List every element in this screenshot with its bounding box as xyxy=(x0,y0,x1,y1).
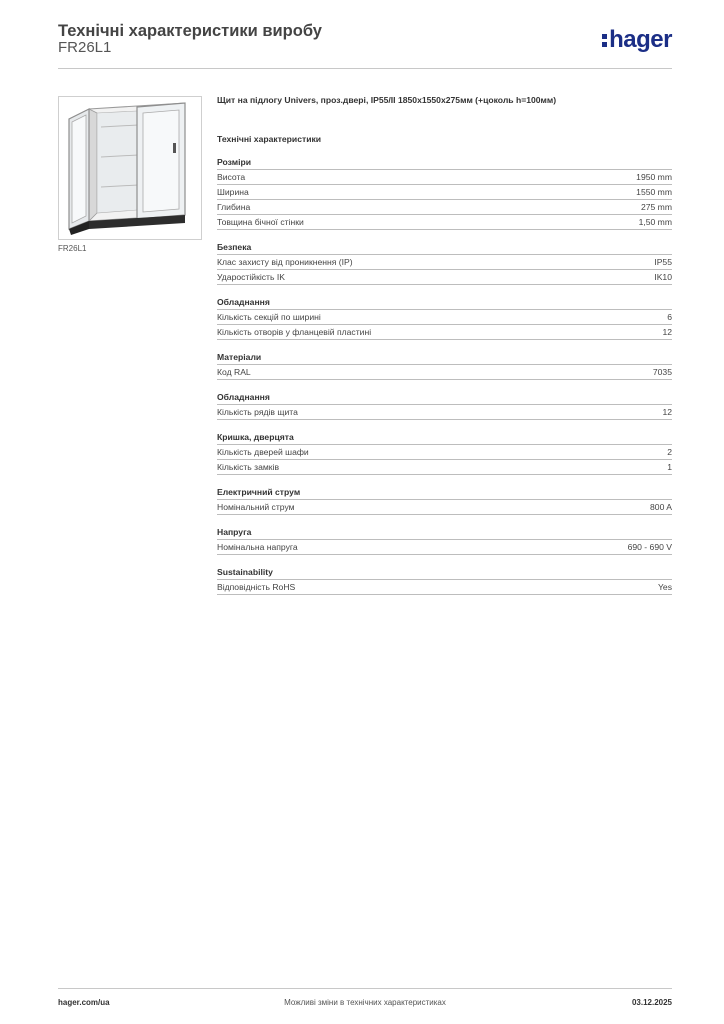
spec-value: IK10 xyxy=(654,272,672,282)
spec-section xyxy=(217,430,672,475)
spec-label: Глибина xyxy=(217,202,251,212)
tech-specs-heading: Технічні характеристики xyxy=(217,134,322,144)
section-title: Розміри xyxy=(217,155,672,170)
spec-row xyxy=(217,460,672,475)
section-title: Напруга xyxy=(217,525,672,540)
spec-row xyxy=(217,445,672,460)
footer-notice: Можливі зміни в технічних характеристиках xyxy=(284,998,446,1007)
cabinet-icon xyxy=(59,97,201,239)
spec-row xyxy=(217,270,672,285)
spec-row xyxy=(217,255,672,270)
document-title: Технічні характеристики виробу xyxy=(58,22,322,40)
spec-value: 7035 xyxy=(652,367,672,377)
spec-section xyxy=(217,155,672,230)
spec-value: Yes xyxy=(657,582,672,592)
section-title: Електричний струм xyxy=(217,485,672,500)
spec-row xyxy=(217,310,672,325)
spec-row xyxy=(217,540,672,555)
spec-row xyxy=(217,325,672,340)
spec-value: 1,50 mm xyxy=(638,217,672,227)
spec-section xyxy=(217,350,672,380)
spec-sections xyxy=(217,155,672,595)
logo-colon-icon xyxy=(602,34,607,50)
spec-row xyxy=(217,170,672,185)
section-title: Безпека xyxy=(217,240,672,255)
section-title: Обладнання xyxy=(217,295,672,310)
spec-label: Номінальний струм xyxy=(217,502,295,512)
spec-row xyxy=(217,200,672,215)
spec-row xyxy=(217,580,672,595)
spec-section xyxy=(217,485,672,515)
spec-label: Кількість замків xyxy=(217,462,280,472)
spec-value: 1550 mm xyxy=(636,187,672,197)
spec-value: 1 xyxy=(667,462,672,472)
footer-date: 03.12.2025 xyxy=(631,998,672,1007)
spec-value: 800 A xyxy=(650,502,672,512)
spec-label: Товщина бічної стінки xyxy=(217,217,304,227)
spec-section xyxy=(217,565,672,595)
spec-label: Кількість отворів у фланцевій пластині xyxy=(217,327,372,337)
spec-content xyxy=(217,92,672,605)
product-code: FR26L1 xyxy=(58,39,112,56)
spec-value: 12 xyxy=(662,327,672,337)
spec-value: 275 mm xyxy=(640,202,672,212)
spec-label: Відповідність RoHS xyxy=(217,582,296,592)
spec-value: IP55 xyxy=(654,257,672,267)
spec-section xyxy=(217,525,672,555)
spec-row xyxy=(217,365,672,380)
spec-label: Кількість рядів щита xyxy=(217,407,298,417)
footer-divider xyxy=(58,988,672,989)
footer-website[interactable]: hager.com/ua xyxy=(58,998,110,1007)
spec-section xyxy=(217,390,672,420)
spec-value: 1950 mm xyxy=(636,172,672,182)
logo-text: hager xyxy=(609,26,672,53)
section-title: Кришка, дверцята xyxy=(217,430,672,445)
spec-label: Кількість секцій по ширині xyxy=(217,312,321,322)
spec-row xyxy=(217,185,672,200)
product-description: Щит на підлогу Univers, проз.двері, IP55/II 1850x1550x275мм (+цоколь h=100мм) xyxy=(217,95,557,105)
spec-section xyxy=(217,240,672,285)
spec-section xyxy=(217,295,672,340)
spec-value: 6 xyxy=(667,312,672,322)
spec-label: Клас захисту від проникнення (IP) xyxy=(217,257,353,267)
spec-label: Кількість дверей шафи xyxy=(217,447,309,457)
spec-value: 2 xyxy=(667,447,672,457)
page-footer xyxy=(58,990,672,1010)
spec-label: Ударостійкість IK xyxy=(217,272,285,282)
page-header xyxy=(58,20,672,70)
spec-label: Номінальна напруга xyxy=(217,542,298,552)
section-title: Матеріали xyxy=(217,350,672,365)
section-title: Обладнання xyxy=(217,390,672,405)
spec-label: Висота xyxy=(217,172,246,182)
header-divider xyxy=(58,68,672,69)
product-image xyxy=(58,96,202,240)
hager-logo xyxy=(602,26,672,54)
spec-label: Ширина xyxy=(217,187,249,197)
section-title: Sustainability xyxy=(217,565,672,580)
spec-row xyxy=(217,500,672,515)
spec-label: Код RAL xyxy=(217,367,251,377)
spec-row xyxy=(217,405,672,420)
spec-row xyxy=(217,215,672,230)
spec-value: 12 xyxy=(662,407,672,417)
image-caption: FR26L1 xyxy=(58,244,87,253)
spec-value: 690 - 690 V xyxy=(627,542,672,552)
